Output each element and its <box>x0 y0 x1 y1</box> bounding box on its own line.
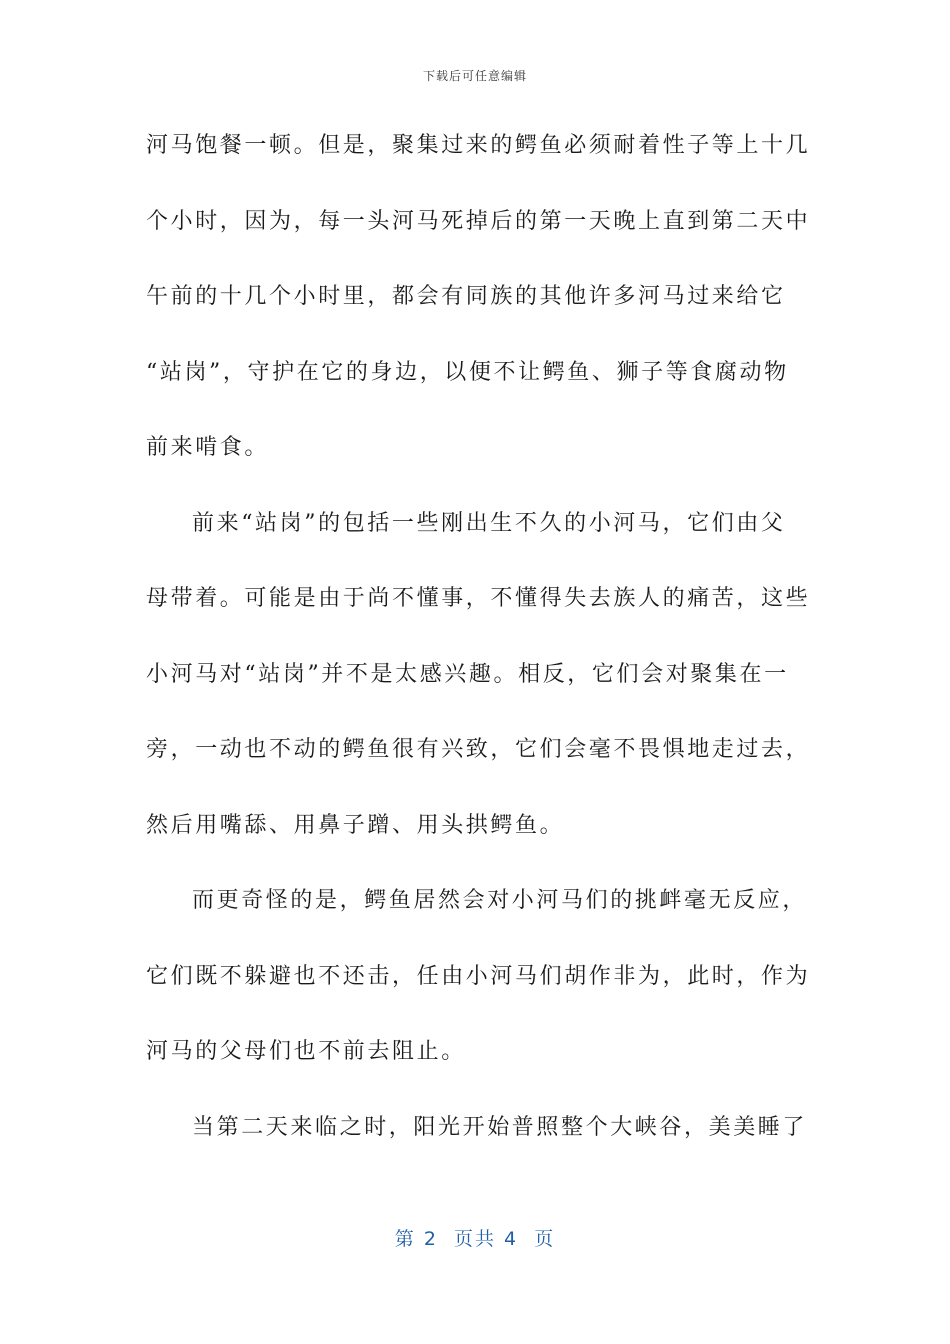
page-number: 第 2 页共 4 页 <box>394 1228 556 1250</box>
text-line: 母带着。可能是由于尚不懂事，不懂得失去族人的痛苦，这些 <box>146 586 811 611</box>
document-body <box>146 116 811 1173</box>
text-line: 河马饱餐一顿。但是，聚集过来的鳄鱼必须耐着性子等上十几 <box>146 133 811 158</box>
page-header: 下载后可任意编辑 <box>422 69 527 83</box>
text-line: 河马的父母们也不前去阻止。 <box>146 1039 466 1064</box>
text-line: 前来啃食。 <box>146 435 270 460</box>
text-line: 旁，一动也不动的鳄鱼很有兴致，它们会毫不畏惧地走过去， <box>146 737 811 762</box>
text-line: 小河马对“站岗”并不是太感兴趣。相反，它们会对聚集在一 <box>146 661 789 687</box>
text-line: 当第二天来临之时，阳光开始普照整个大峡谷，美美睡了 <box>192 1114 808 1140</box>
text-line: 然后用嘴舔、用鼻子蹭、用头拱鳄鱼。 <box>146 812 565 838</box>
text-line: 而更奇怪的是，鳄鱼居然会对小河马们的挑衅毫无反应， <box>192 888 808 913</box>
text-line: 个小时，因为，每一头河马死掉后的第一天晚上直到第二天中 <box>146 208 811 234</box>
text-line: 它们既不躲避也不还击，任由小河马们胡作非为，此时，作为 <box>146 963 811 989</box>
text-line: 午前的十几个小时里，都会有同族的其他许多河马过来给它 <box>146 284 786 309</box>
text-line: “站岗”，守护在它的身边，以便不让鳄鱼、狮子等食腐动物 <box>146 359 789 385</box>
text-line: 前来“站岗”的包括一些刚出生不久的小河马，它们由父 <box>192 510 786 536</box>
